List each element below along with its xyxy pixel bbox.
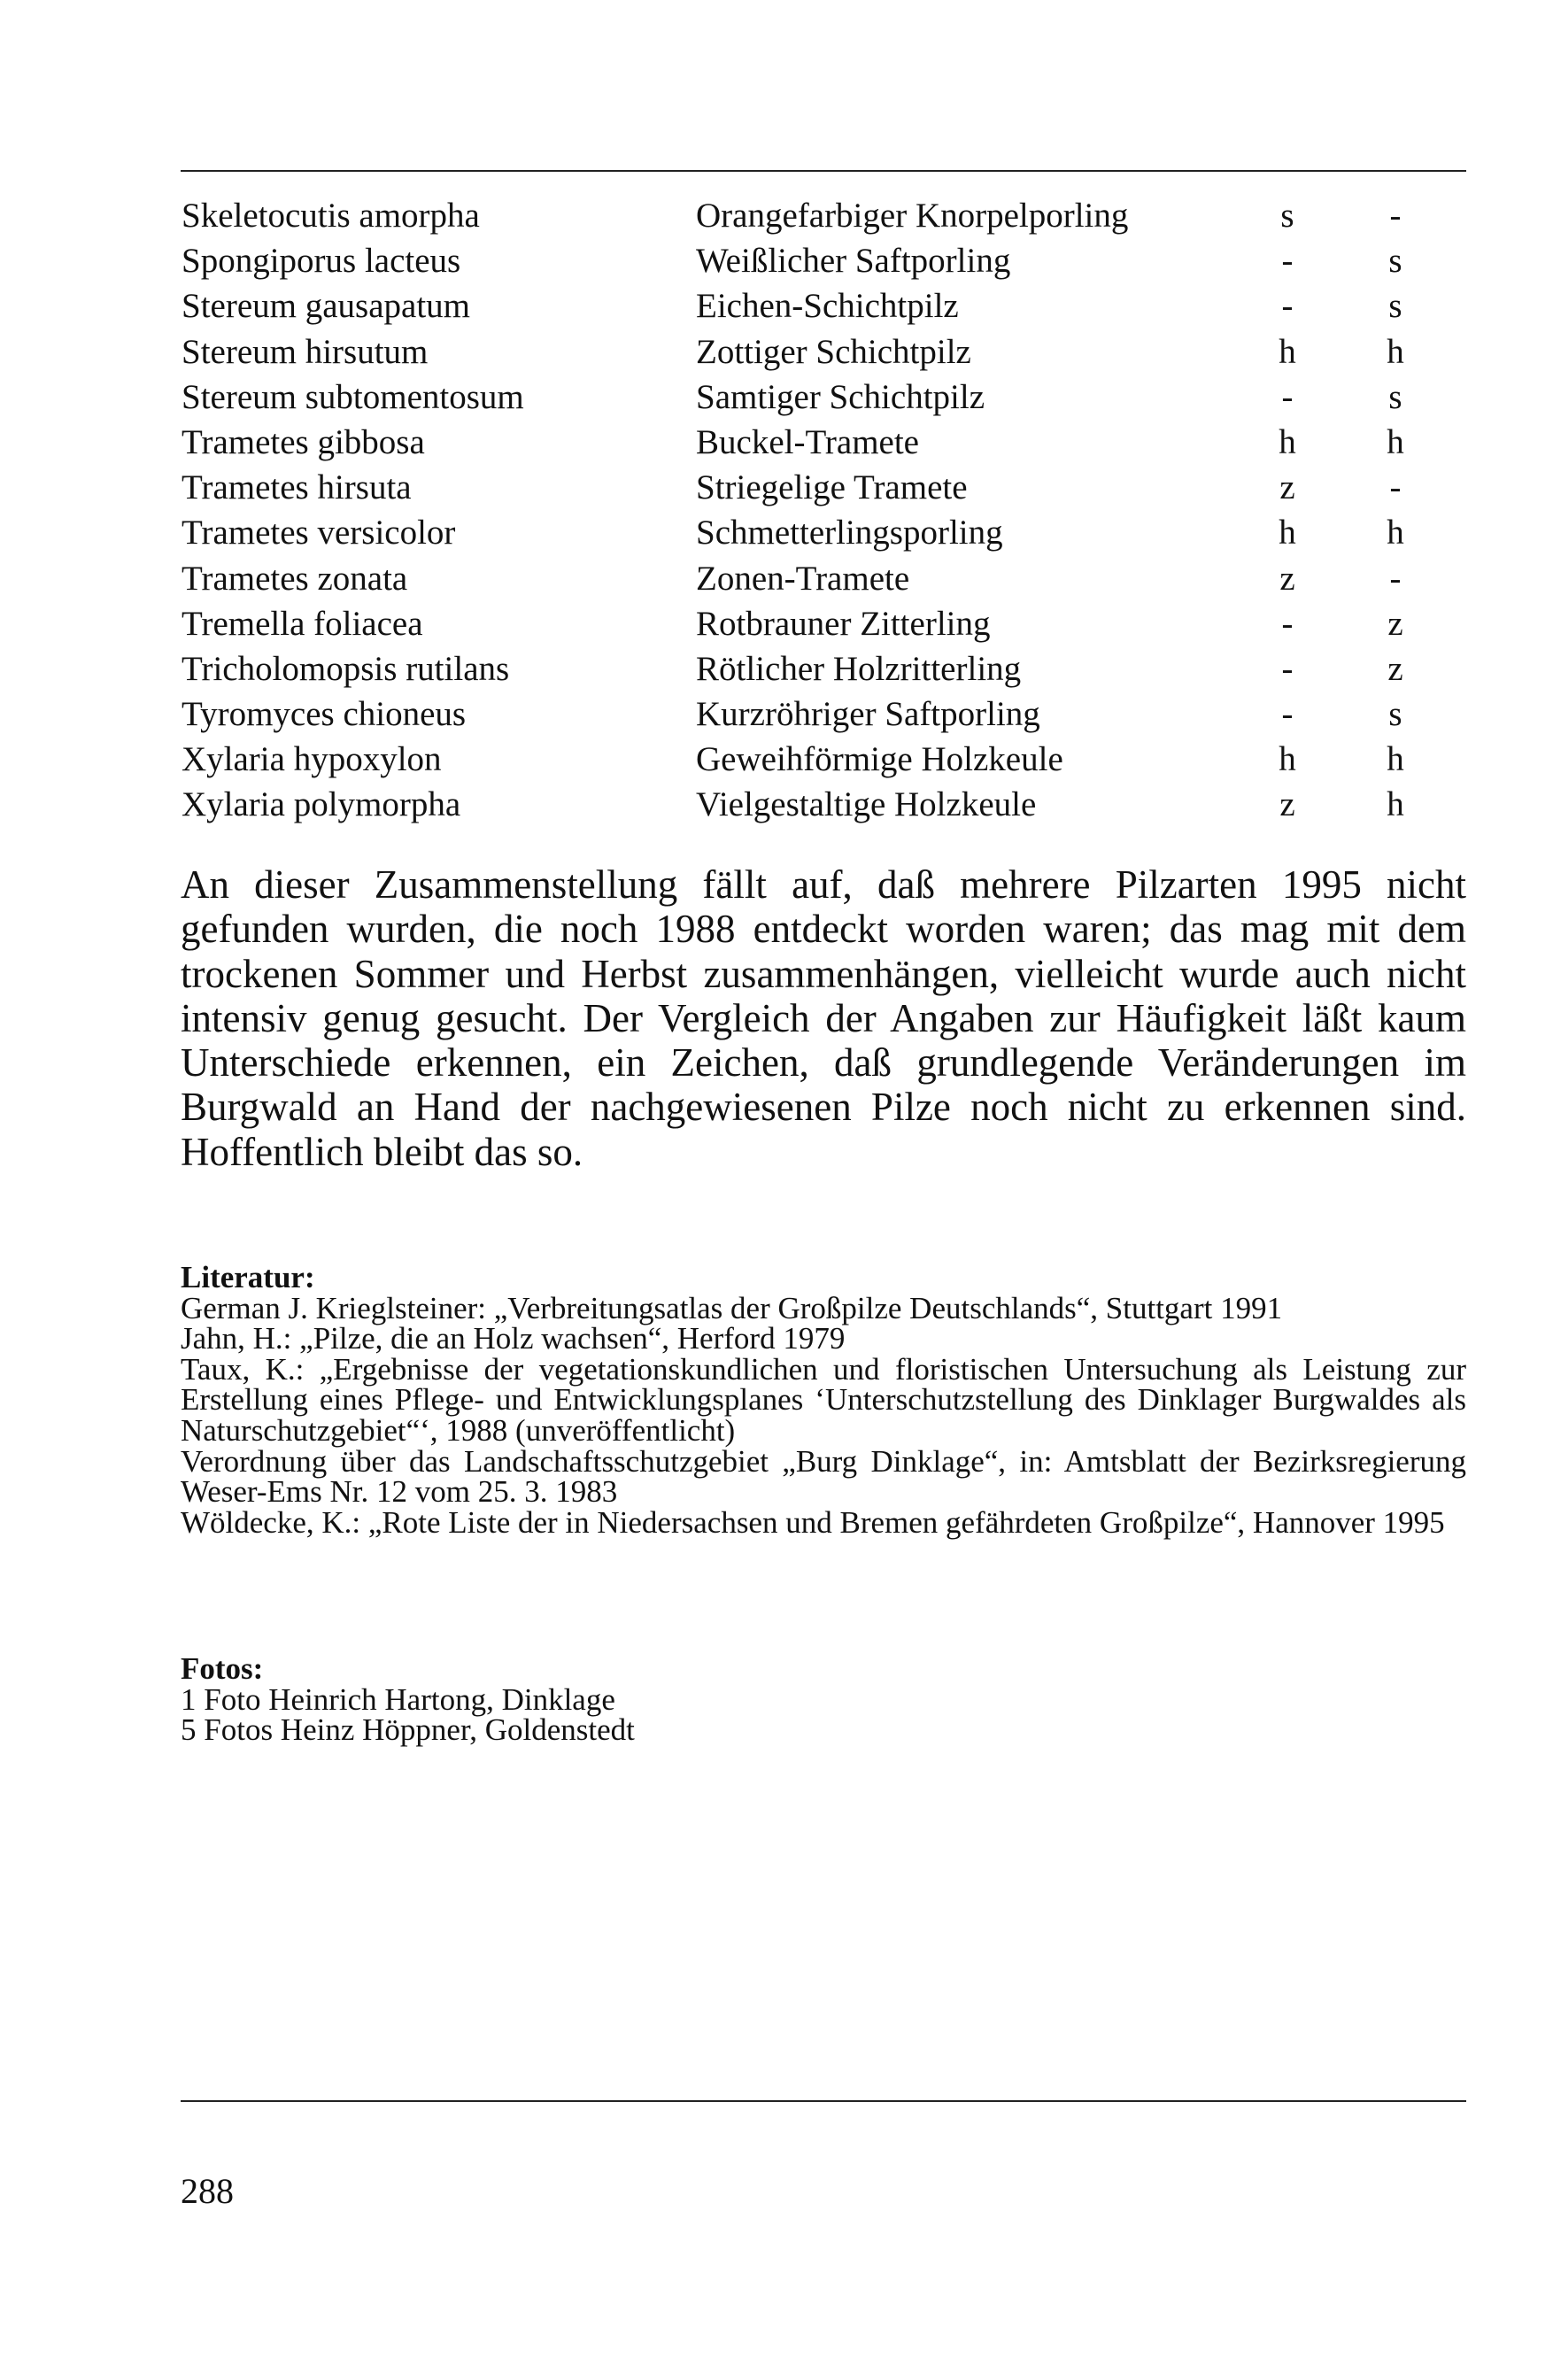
photo-credit: 5 Fotos Heinz Höppner, Goldenstedt — [181, 1712, 635, 1748]
frequency-second: s — [1388, 287, 1402, 326]
frequency-second: s — [1388, 695, 1402, 734]
latin-name: Stereum hirsutum — [182, 332, 429, 371]
german-name: Schmetterlingsporling — [696, 514, 1003, 552]
latin-name: Tremella foliacea — [182, 604, 423, 643]
table-row — [182, 510, 1465, 555]
german-name: Kurzröhriger Saftporling — [696, 695, 1040, 734]
german-name: Vielgestaltige Holzkeule — [696, 785, 1037, 824]
german-name: Samtiger Schichtpilz — [696, 377, 985, 416]
frequency-first: - — [1281, 649, 1294, 688]
frequency-second: - — [1389, 197, 1402, 235]
table-row — [182, 737, 1465, 782]
page-number: 288 — [181, 2171, 234, 2211]
frequency-second: h — [1387, 785, 1404, 824]
literature-entry: Taux, K.: „Ergebnisse der vegetationskundlichen und floristischen Untersuchung als Leistung zur Erstellung eines Pflege- und Entwicklungsplanes ‘Unterschutzstellung des Dinklager Burgwaldes als Naturschutzgebiet“‘, 1988 (unveröffentlicht) — [181, 1351, 1466, 1448]
table-row — [182, 238, 1465, 283]
frequency-first: - — [1281, 695, 1294, 734]
latin-name: Trametes gibbosa — [182, 422, 425, 461]
frequency-first: h — [1279, 422, 1296, 461]
frequency-second: s — [1388, 377, 1402, 416]
photo-credit: 1 Foto Heinrich Hartong, Dinklage — [181, 1681, 615, 1717]
latin-name: Tyromyces chioneus — [182, 695, 467, 734]
top-rule — [181, 170, 1466, 172]
literature-section — [181, 1260, 1466, 1540]
literature-entry: Wöldecke, K.: „Rote Liste der in Niedersachsen und Bremen gefährdeten Großpilze“, Hannover 1995 — [181, 1504, 1445, 1540]
frequency-second: - — [1389, 559, 1402, 598]
latin-name: Skeletocutis amorpha — [182, 197, 480, 235]
table-row — [182, 283, 1465, 328]
literature-entry: Jahn, H.: „Pilze, die an Holz wachsen“, Herford 1979 — [181, 1321, 846, 1356]
latin-name: Trametes hirsuta — [182, 468, 412, 507]
table-row — [182, 601, 1465, 646]
frequency-first: h — [1279, 514, 1296, 552]
german-name: Zottiger Schichtpilz — [696, 332, 971, 371]
latin-name: Trametes versicolor — [182, 514, 456, 552]
latin-name: Tricholomopsis rutilans — [182, 649, 510, 688]
table-row — [182, 193, 1465, 238]
table-row — [182, 329, 1465, 375]
german-name: Weißlicher Saftporling — [696, 242, 1011, 281]
species-table — [182, 193, 1465, 828]
frequency-second: h — [1387, 740, 1404, 779]
german-name: Rötlicher Holzritterling — [696, 649, 1022, 688]
latin-name: Spongiporus lacteus — [182, 242, 461, 281]
bottom-rule — [181, 2100, 1466, 2102]
german-name: Zonen-Tramete — [696, 559, 910, 598]
latin-name: Stereum subtomentosum — [182, 377, 524, 416]
table-row — [182, 465, 1465, 510]
literature-entry: German J. Krieglsteiner: „Verbreitungsatlas der Großpilze Deutschlands“, Stuttgart 1991 — [181, 1290, 1283, 1325]
frequency-first: z — [1279, 468, 1295, 507]
frequency-first: - — [1281, 604, 1294, 643]
frequency-first: z — [1279, 559, 1295, 598]
frequency-second: s — [1388, 242, 1402, 281]
frequency-second: h — [1387, 422, 1404, 461]
frequency-first: - — [1281, 242, 1294, 281]
frequency-first: s — [1280, 197, 1294, 235]
table-row — [182, 375, 1465, 420]
frequency-second: h — [1387, 332, 1404, 371]
photo-credits-section — [181, 1651, 1466, 1748]
latin-name: Xylaria polymorpha — [182, 785, 461, 824]
frequency-first: h — [1279, 332, 1296, 371]
literature-heading: Literatur: — [181, 1260, 315, 1294]
frequency-second: z — [1387, 604, 1403, 643]
frequency-first: z — [1279, 785, 1295, 824]
table-row — [182, 646, 1465, 692]
latin-name: Trametes zonata — [182, 559, 408, 598]
frequency-second: h — [1387, 514, 1404, 552]
frequency-first: h — [1279, 740, 1296, 779]
latin-name: Stereum gausapatum — [182, 287, 470, 326]
frequency-first: - — [1281, 287, 1294, 326]
table-row — [182, 692, 1465, 737]
latin-name: Xylaria hypoxylon — [182, 740, 442, 779]
german-name: Rotbrauner Zitterling — [696, 604, 991, 643]
german-name: Striegelige Tramete — [696, 468, 968, 507]
german-name: Orangefarbiger Knorpelporling — [696, 197, 1129, 235]
german-name: Eichen-Schichtpilz — [696, 287, 959, 326]
literature-entry: Verordnung über das Landschaftsschutzgebiet „Burg Dinklage“, in: Amtsblatt der Bezirksregierung Weser-Ems Nr. 12 vom 25. 3. 1983 — [181, 1443, 1466, 1510]
table-row — [182, 420, 1465, 465]
body-paragraph: An dieser Zusammenstellung fällt auf, daß mehrere Pilzarten 1995 nicht gefunden wurden, die noch 1988 entdeckt worden waren; das mag mit dem trockenen Sommer und Herbst zusammenhängen, vielleicht wurde auch nicht intensiv genug gesucht. Der Vergleich der Angaben zur Häufigkeit läßt kaum Unterschiede erkennen, ein Zeichen, daß grundlegende Veränderungen im Burgwald an Hand der nachgewiesenen Pilze noch nicht zu erkennen sind. Hoffentlich bleibt das so. — [181, 862, 1466, 1174]
german-name: Buckel-Tramete — [696, 422, 919, 461]
german-name: Geweihförmige Holzkeule — [696, 740, 1063, 779]
table-row — [182, 782, 1465, 827]
frequency-second: - — [1389, 468, 1402, 507]
frequency-second: z — [1387, 649, 1403, 688]
table-row — [182, 556, 1465, 601]
frequency-first: - — [1281, 377, 1294, 416]
photo-credits-heading: Fotos: — [181, 1651, 264, 1686]
